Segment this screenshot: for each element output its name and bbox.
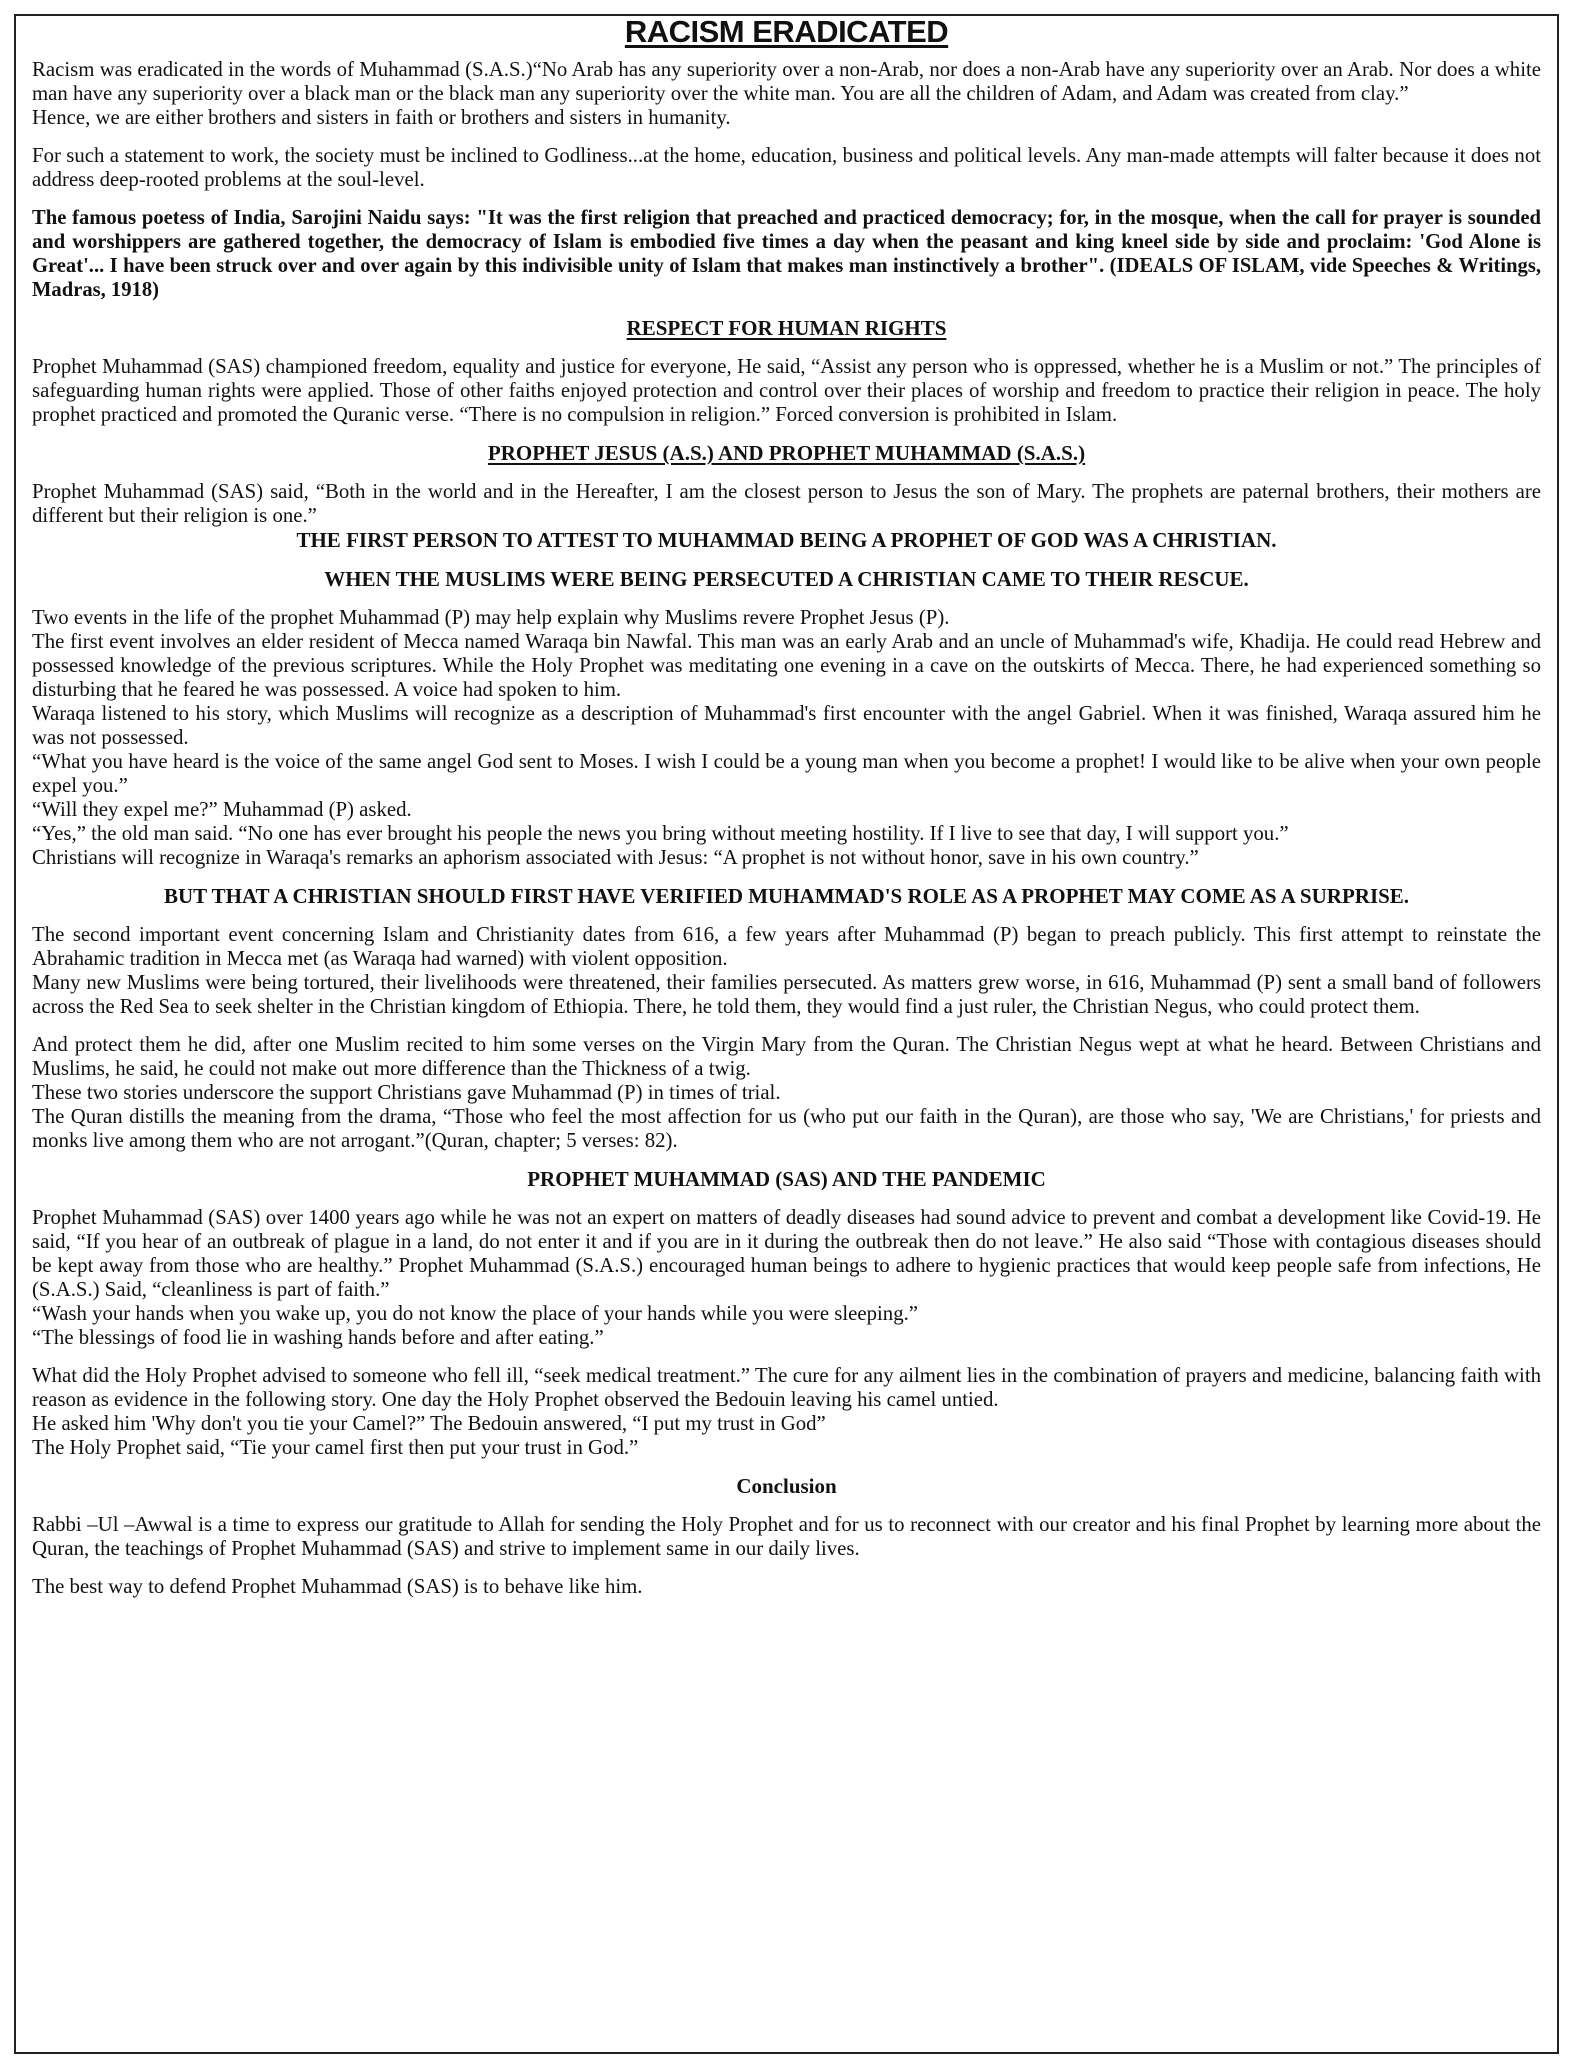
human-rights-heading xyxy=(32,316,1541,341)
pandemic-paragraph-3: “The blessings of food lie in washing hands before and after eating.” xyxy=(32,1326,604,1349)
racism-paragraph-2: Hence, we are either brothers and sisters in faith or brothers and sisters in humanity. xyxy=(32,106,731,129)
jesus-paragraph-5: “What you have heard is the voice of the same angel God sent to Moses. I wish I could be a young man when you become a prophet! I would like to be alive when your own people expel you.” xyxy=(32,750,1541,797)
conclusion-heading: Conclusion xyxy=(736,1474,837,1498)
racism-paragraph-3: For such a statement to work, the society must be inclined to Godliness...at the home, education, business and political levels. Any man-made attempts will falter because it does not address deep-rooted problems at the soul-level. xyxy=(32,144,1541,191)
caps-heading-first-person: THE FIRST PERSON TO ATTEST TO MUHAMMAD BEING A PROPHET OF GOD WAS A CHRISTIAN. xyxy=(296,528,1277,552)
article-title xyxy=(32,16,1541,48)
jesus-paragraph-11: And protect them he did, after one Muslim recited to him some verses on the Virgin Mary from the Quran. The Christian Negus wept at what he heard. Between Christians and Muslims, he said, he could not make out more difference than the Thickness of a twig. xyxy=(32,1033,1541,1080)
jesus-paragraph-1: Prophet Muhammad (SAS) said, “Both in the world and in the Hereafter, I am the closest person to Jesus the son of Mary. The prophets are paternal brothers, their mothers are different but their religion is one.” xyxy=(32,480,1541,527)
pandemic-heading: PROPHET MUHAMMAD (SAS) AND THE PANDEMIC xyxy=(527,1167,1046,1191)
jesus-paragraph-3: The first event involves an elder resident of Mecca named Waraqa bin Nawfal. This man was an early Arab and an uncle of Muhammad's wife, Khadija. He could read Hebrew and possessed knowledge of the previous scriptures. While the Holy Prophet was meditating one evening in a cave on the outskirts of Mecca. There, he had experienced something so disturbing that he feared he was possessed. A voice had spoken to him. xyxy=(32,630,1541,701)
jesus-heading xyxy=(32,441,1541,466)
pandemic-paragraph-4: What did the Holy Prophet advised to someone who fell ill, “seek medical treatment.” The cure for any ailment lies in the combination of prayers and medicine, balancing faith with reason as evidence in the following story. One day the Holy Prophet observed the Bedouin leaving his camel untied. xyxy=(32,1364,1541,1411)
conclusion-paragraph-1: Rabbi –Ul –Awwal is a time to express our gratitude to Allah for sending the Holy Prophet and for us to reconnect with our creator and his final Prophet by learning more about the Quran, the teachings of Prophet Muhammad (SAS) and strive to implement same in our daily lives. xyxy=(32,1513,1541,1560)
jesus-heading-text: PROPHET JESUS (A.S.) AND PROPHET MUHAMMAD (S.A.S.) xyxy=(487,441,1086,465)
jesus-paragraph-12: These two stories underscore the support Christians gave Muhammad (P) in times of trial. xyxy=(32,1081,781,1104)
caps-heading-rescue: WHEN THE MUSLIMS WERE BEING PERSECUTED A CHRISTIAN CAME TO THEIR RESCUE. xyxy=(324,567,1249,591)
pandemic-paragraph-5: He asked him 'Why don't you tie your Camel?” The Bedouin answered, “I put my trust in God” xyxy=(32,1412,826,1435)
caps-heading-surprise: BUT THAT A CHRISTIAN SHOULD FIRST HAVE VERIFIED MUHAMMAD'S ROLE AS A PROPHET MAY COME AS A SURPRISE. xyxy=(163,884,1410,908)
jesus-paragraph-2: Two events in the life of the prophet Muhammad (P) may help explain why Muslims revere Prophet Jesus (P). xyxy=(32,606,950,629)
pandemic-paragraph-6: The Holy Prophet said, “Tie your camel first then put your trust in God.” xyxy=(32,1436,639,1459)
jesus-paragraph-13: The Quran distills the meaning from the drama, “Those who feel the most affection for us (who put our faith in the Quran), are those who say, 'We are Christians,' for priests and monks live among them who are not arrogant.”(Quran, chapter; 5 verses: 82). xyxy=(32,1105,1541,1152)
racism-paragraph-1: Racism was eradicated in the words of Muhammad (S.A.S.)“No Arab has any superiority over a non-Arab, nor does a non-Arab have any superiority over an Arab. Nor does a white man have any superiority over a black man or the black man any superiority over the white man. You are all the children of Adam, and Adam was created from clay.” xyxy=(32,58,1541,105)
conclusion-paragraph-2: The best way to defend Prophet Muhammad (SAS) is to behave like him. xyxy=(32,1575,643,1598)
human-rights-paragraph: Prophet Muhammad (SAS) championed freedom, equality and justice for everyone, He said, “Assist any person who is oppressed, whether he is a Muslim or not.” The principles of safeguarding human rights were applied. Those of other faiths enjoyed protection and control over their places of worship and freedom to practice their religion in peace. The holy prophet practiced and promoted the Quranic verse. “There is no compulsion in religion.” Forced conversion is prohibited in Islam. xyxy=(32,355,1541,426)
article-frame xyxy=(14,14,1559,2054)
jesus-paragraph-6: “Will they expel me?” Muhammad (P) asked. xyxy=(32,798,412,821)
jesus-paragraph-4: Waraqa listened to his story, which Muslims will recognize as a description of Muhammad's first encounter with the angel Gabriel. When it was finished, Waraqa assured him he was not possessed. xyxy=(32,702,1541,749)
article-title-text: RACISM ERADICATED xyxy=(624,14,949,49)
jesus-paragraph-8: Christians will recognize in Waraqa's remarks an aphorism associated with Jesus: “A prophet is not without honor, save in his own country.” xyxy=(32,846,1199,869)
jesus-paragraph-10: Many new Muslims were being tortured, their livelihoods were threatened, their families persecuted. As matters grew worse, in 616, Muhammad (P) sent a small band of followers across the Red Sea to seek shelter in the Christian kingdom of Ethiopia. There, he told them, they would find a just ruler, the Christian Negus, who could protect them. xyxy=(32,971,1541,1018)
jesus-paragraph-7: “Yes,” the old man said. “No one has ever brought his people the news you bring without meeting hostility. If I live to see that day, I will support you.” xyxy=(32,822,1289,845)
pandemic-paragraph-1: Prophet Muhammad (SAS) over 1400 years ago while he was not an expert on matters of deadly diseases had sound advice to prevent and combat a development like Covid-19. He said, “If you hear of an outbreak of plague in a land, do not enter it and if you are in it during the outbreak then do not leave.” He also said “Those with contagious diseases should be kept away from those who are healthy.” Prophet Muhammad (S.A.S.) encouraged human beings to adhere to hygienic practices that would keep people safe from infections, He (S.A.S.) Said, “cleanliness is part of faith.” xyxy=(32,1206,1541,1301)
naidu-quote: The famous poetess of India, Sarojini Naidu says: "It was the first religion that preached and practiced democracy; for, in the mosque, when the call for prayer is sounded and worshippers are gathered together, the democracy of Islam is embodied five times a day when the peasant and king kneel side by side and proclaim: 'God Alone is Great'... I have been struck over and over again by this indivisible unity of Islam that makes man instinctively a brother". (IDEALS OF ISLAM, vide Speeches & Writings, Madras, 1918) xyxy=(32,207,1541,301)
jesus-paragraph-9: The second important event concerning Islam and Christianity dates from 616, a few years after Muhammad (P) began to preach publicly. This first attempt to reinstate the Abrahamic tradition in Mecca met (as Waraqa had warned) with violent opposition. xyxy=(32,923,1541,970)
pandemic-paragraph-2: “Wash your hands when you wake up, you do not know the place of your hands while you were sleeping.” xyxy=(32,1302,919,1325)
human-rights-heading-text: RESPECT FOR HUMAN RIGHTS xyxy=(626,316,947,340)
